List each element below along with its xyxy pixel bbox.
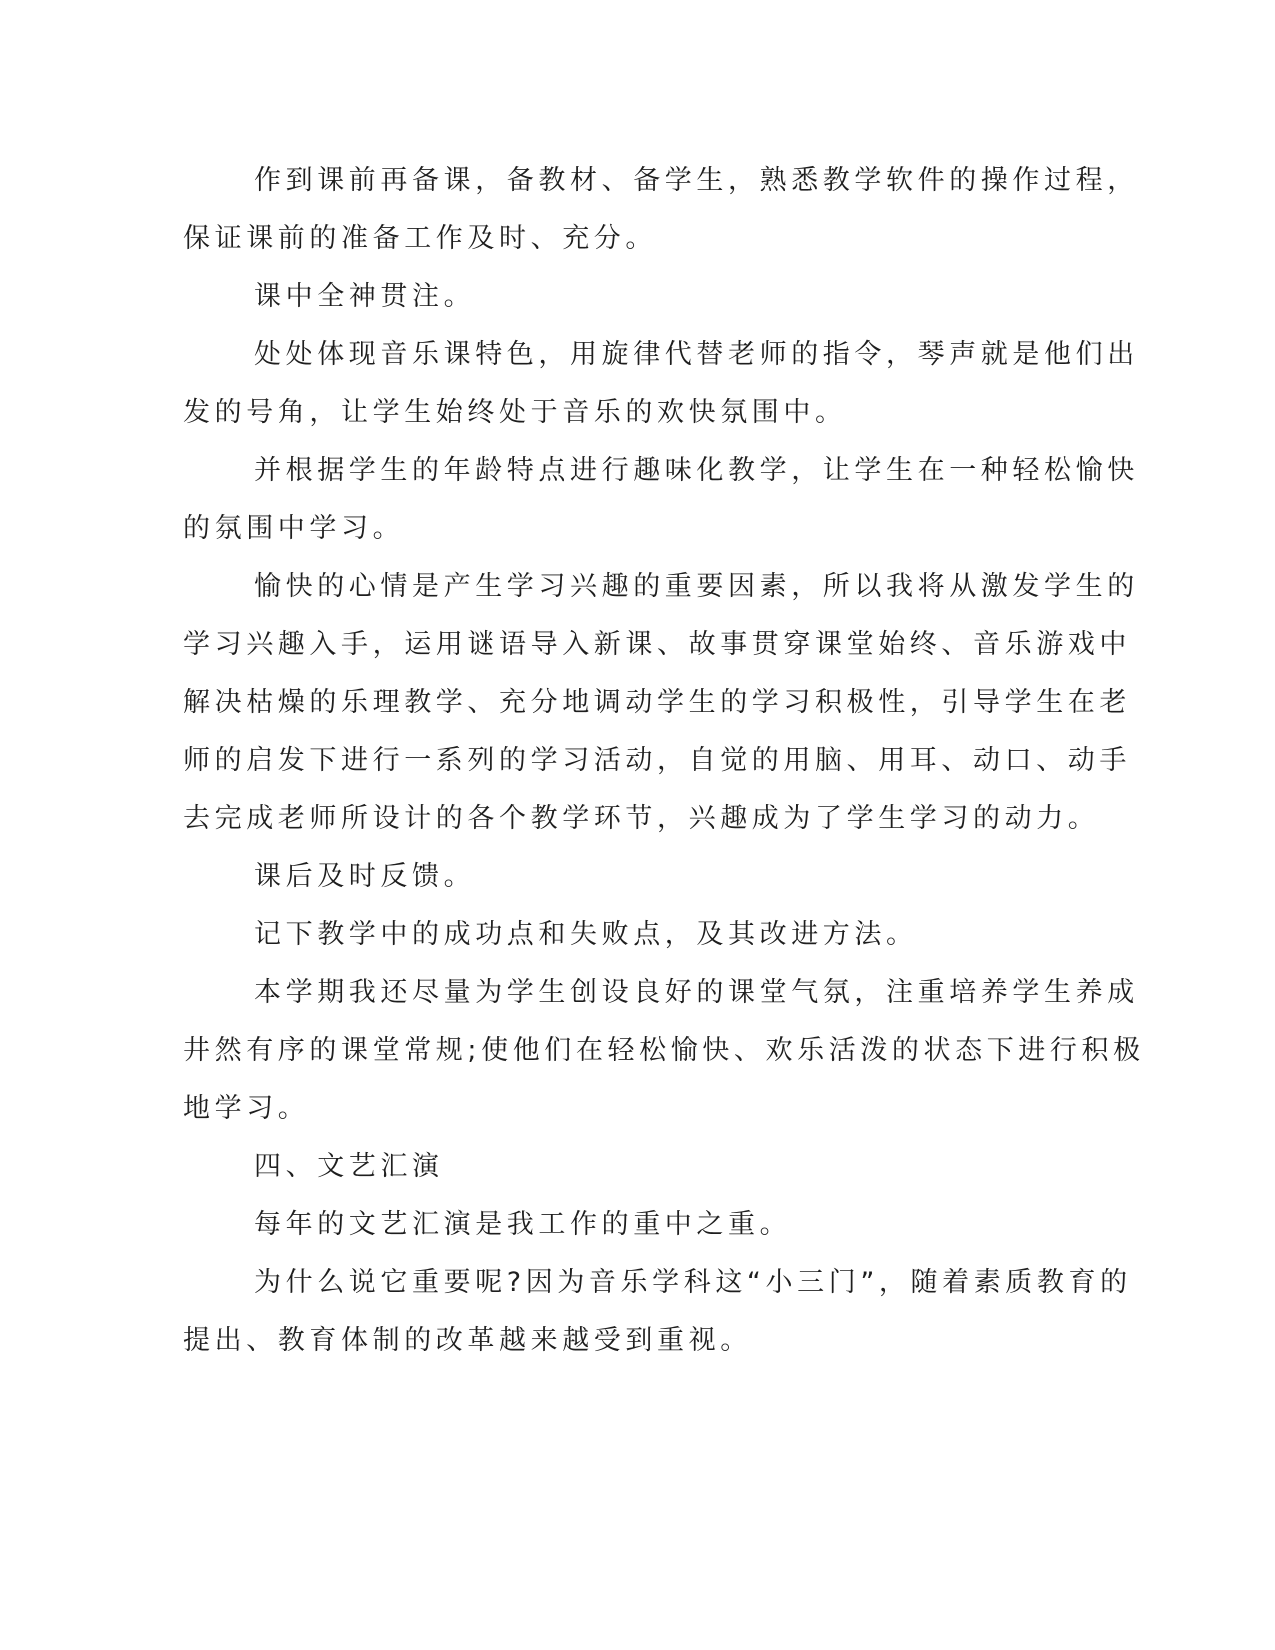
paragraph-line: 学习兴趣入手，运用谜语导入新课、故事贯穿课堂始终、音乐游戏中 <box>183 629 1131 660</box>
document-body <box>183 152 1145 1370</box>
paragraph-line: 提出、教育体制的改革越来越受到重视。 <box>183 1325 752 1356</box>
paragraph-line: 作到课前再备课，备教材、备学生，熟悉教学软件的操作过程， <box>254 165 1139 196</box>
paragraph-line: 本学期我还尽量为学生创设良好的课堂气氛，注重培养学生养成 <box>254 977 1139 1008</box>
paragraph-line: 发的号角，让学生始终处于音乐的欢快氛围中。 <box>183 397 847 428</box>
paragraph-line: 地学习。 <box>183 1093 310 1124</box>
paragraph-line: 师的启发下进行一系列的学习活动，自觉的用脑、用耳、动口、动手 <box>183 745 1131 776</box>
paragraph-line: 每年的文艺汇演是我工作的重中之重。 <box>254 1209 792 1240</box>
paragraph-line: 解决枯燥的乐理教学、充分地调动学生的学习积极性，引导学生在老 <box>183 687 1131 718</box>
paragraph-line: 愉快的心情是产生学习兴趣的重要因素，所以我将从激发学生的 <box>254 571 1139 602</box>
paragraph-line: 为什么说它重要呢?因为音乐学科这“小三门”，随着素质教育的 <box>254 1267 1132 1298</box>
paragraph-line: 保证课前的准备工作及时、充分。 <box>183 223 657 254</box>
paragraph-line: 课后及时反馈。 <box>254 861 476 892</box>
paragraph-line: 并根据学生的年龄特点进行趣味化教学，让学生在一种轻松愉快 <box>254 455 1139 486</box>
paragraph-line: 井然有序的课堂常规;使他们在轻松愉快、欢乐活泼的状态下进行积极 <box>183 1035 1145 1066</box>
paragraph-line: 去完成老师所设计的各个教学环节，兴趣成为了学生学习的动力。 <box>183 803 1100 834</box>
paragraph-line: 记下教学中的成功点和失败点，及其改进方法。 <box>254 919 918 950</box>
paragraph-line: 课中全神贯注。 <box>254 281 476 312</box>
paragraph-line: 的氛围中学习。 <box>183 513 405 544</box>
paragraph-line: 处处体现音乐课特色，用旋律代替老师的指令，琴声就是他们出 <box>254 339 1139 370</box>
section-heading: 四、文艺汇演 <box>254 1151 444 1182</box>
